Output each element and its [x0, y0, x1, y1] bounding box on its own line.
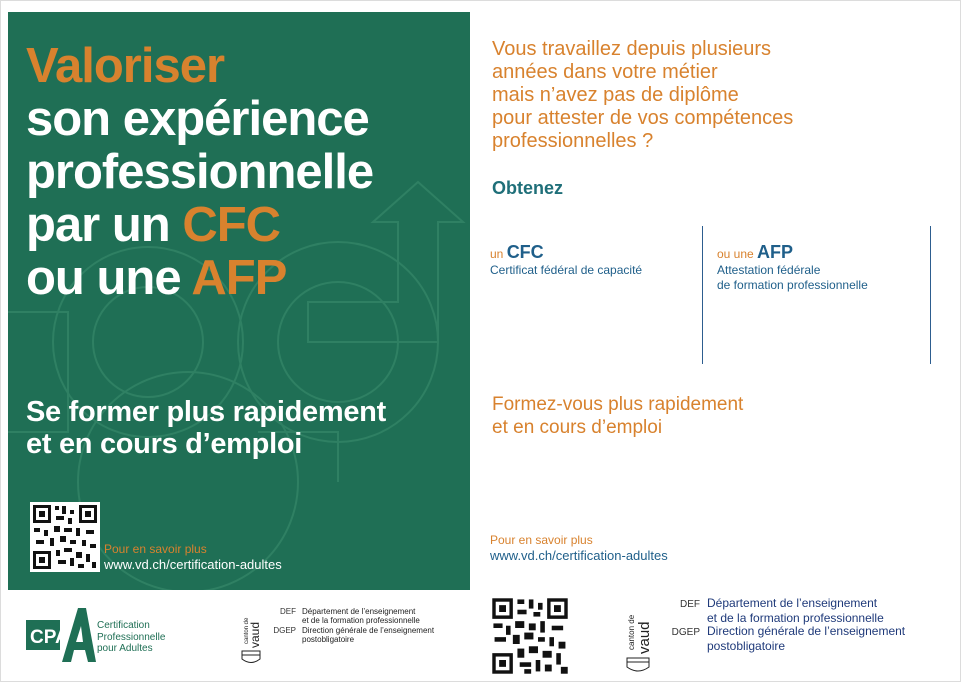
dgep-code-left: DGEP — [273, 625, 296, 635]
afp-prefix: ou une — [717, 247, 758, 261]
vaud-name-text-right: vaud — [636, 621, 653, 654]
headline-line-3: professionnelle — [26, 145, 374, 199]
headline-line-4-text: par un — [26, 198, 183, 252]
obtenez-heading: Obtenez — [492, 178, 564, 198]
qr-code-left[interactable] — [30, 502, 100, 572]
def-line-2-left: et de la formation professionnelle — [302, 616, 420, 626]
cpa-line-1: Certification — [97, 620, 150, 631]
department-info-right — [666, 597, 905, 653]
learn-more-url-right[interactable]: www.vd.ch/certification-adultes — [490, 548, 668, 563]
afp-name-line-2: de formation professionnelle — [717, 278, 868, 292]
formez-text — [492, 393, 743, 439]
cfc-name: Certificat fédéral de capacité — [490, 263, 643, 277]
vaud-top-text-right: canton de — [627, 614, 636, 650]
afp-acronym: AFP — [757, 242, 794, 262]
department-info-left — [268, 607, 434, 644]
subline-line-2: et en cours d’emploi — [26, 428, 302, 460]
formez-line-1: Formez-vous plus rapidement — [492, 394, 744, 415]
headline-line-1: Valoriser — [26, 39, 225, 93]
qr-code-right[interactable] — [490, 596, 570, 676]
learn-more-url-left[interactable]: www.vd.ch/certification-adultes — [104, 557, 282, 572]
qr-code-icon — [490, 596, 570, 676]
question-line-4: pour attester de vos compétences — [492, 107, 794, 129]
cpa-logo-icon — [26, 606, 96, 664]
question-line-1: Vous travaillez depuis plusieurs — [492, 38, 772, 60]
dgep-line-2-left: postobligatoire — [302, 634, 355, 644]
dgep-code-right: DGEP — [671, 627, 700, 638]
formez-line-2: et en cours d’emploi — [492, 417, 663, 438]
learn-more-label-left: Pour en savoir plus — [104, 542, 207, 556]
def-line-1-left: Département de l’enseignement — [302, 607, 416, 616]
headline-line-5-text: ou une — [26, 251, 192, 305]
subline — [26, 396, 386, 460]
question-line-2: années dans votre métier — [492, 61, 718, 83]
dgep-line-2-right: postobligatoire — [707, 638, 786, 653]
subline-line-1: Se former plus rapidement — [26, 396, 386, 428]
def-line-1-right: Département de l’enseignement — [707, 596, 878, 610]
dgep-line-1-left: Direction générale de l’enseignement — [302, 625, 435, 635]
afp-block — [717, 242, 868, 293]
canton-vaud-logo-right — [622, 596, 654, 676]
divider-right — [930, 226, 931, 364]
qr-code-icon — [30, 502, 100, 572]
headline-line-5 — [26, 252, 373, 305]
cpa-logo-letters: CPA — [30, 627, 69, 648]
vaud-logo-icon — [238, 604, 264, 666]
def-line-2-right: et de la formation professionnelle — [707, 610, 884, 625]
afp-name-line-1: Attestation fédérale — [717, 263, 821, 277]
question-line-3: mais n’avez pas de diplôme — [492, 84, 739, 106]
cpa-line-2: Professionnelle — [97, 631, 166, 643]
headline-line-2: son expérience — [26, 92, 369, 146]
cpa-line-3: pour Adultes — [97, 643, 153, 654]
cfc-prefix: un — [490, 247, 507, 261]
headline-cfc: CFC — [182, 198, 281, 252]
cfc-acronym: CFC — [506, 242, 544, 262]
dgep-line-1-right: Direction générale de l’enseignement — [707, 624, 906, 638]
poster-panel — [8, 12, 470, 590]
headline — [26, 40, 373, 305]
vaud-name-text: vaud — [248, 621, 262, 648]
learn-more-left — [104, 542, 282, 572]
divider-cfc-afp — [702, 226, 703, 364]
canton-vaud-logo-left — [238, 604, 264, 666]
vaud-top-text: canton de — [244, 617, 250, 644]
cfc-block — [490, 242, 642, 278]
headline-line-4 — [26, 199, 373, 252]
question-line-5: professionnelles ? — [492, 130, 654, 152]
def-code-right: DEF — [680, 599, 700, 610]
def-code-left: DEF — [280, 607, 296, 616]
vaud-logo-icon — [622, 596, 654, 676]
cpa-title — [97, 620, 165, 655]
learn-more-label-right: Pour en savoir plus — [490, 533, 593, 547]
learn-more-right — [490, 532, 668, 564]
headline-afp: AFP — [191, 251, 287, 305]
intro-question — [492, 38, 793, 153]
